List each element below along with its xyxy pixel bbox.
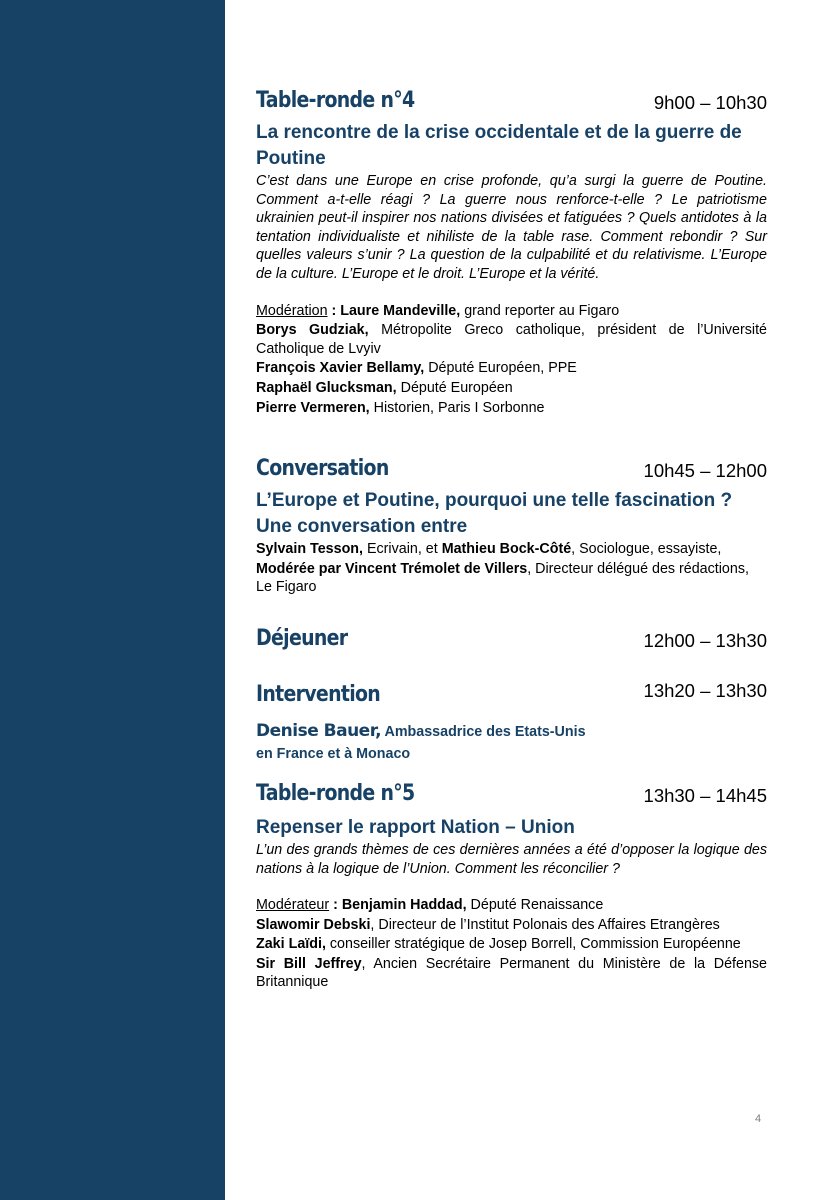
section-time: 10h45 – 12h00 bbox=[643, 460, 767, 482]
participant-role: , Ancien Secrétaire Permanent du Ministère de la Défense Britannique bbox=[256, 955, 767, 991]
participant-item bbox=[256, 955, 767, 992]
programme-content bbox=[256, 86, 767, 993]
section-table-ronde-4 bbox=[256, 86, 767, 417]
participant-item bbox=[256, 560, 767, 597]
moderation-label: Modération bbox=[256, 302, 328, 319]
section-time: 12h00 – 13h30 bbox=[643, 629, 767, 651]
participant-role: Historien, Paris I Sorbonne bbox=[369, 399, 545, 416]
participant-item bbox=[256, 399, 767, 418]
section-conversation bbox=[256, 454, 767, 597]
participant-list bbox=[256, 540, 767, 597]
participant-name: François Xavier Bellamy, bbox=[256, 360, 425, 377]
section-title: Intervention bbox=[256, 681, 381, 707]
participant-name: Zaki Laïdi, bbox=[256, 936, 326, 953]
section-title: Déjeuner bbox=[256, 625, 348, 651]
participant-item bbox=[256, 321, 767, 358]
moderator-role: grand reporter au Figaro bbox=[460, 302, 620, 319]
participant-name: Sir Bill Jeffrey bbox=[256, 955, 362, 972]
speaker-name: Denise Bauer, bbox=[256, 720, 382, 741]
participant-item bbox=[256, 379, 767, 398]
section-subtitle: L’Europe et Poutine, pourquoi une telle fascination ? Une conversation entre bbox=[256, 490, 733, 538]
section-time: 9h00 – 10h30 bbox=[653, 92, 767, 113]
participant-name: Pierre Vermeren, bbox=[256, 399, 370, 416]
section-header bbox=[256, 624, 767, 658]
section-intervention bbox=[256, 680, 767, 765]
sidebar-band bbox=[0, 0, 225, 1200]
section-header bbox=[256, 86, 767, 120]
section-title: Table-ronde n°5 bbox=[256, 780, 415, 806]
moderation-separator: : bbox=[327, 302, 341, 319]
participant-role: Député Européen, PPE bbox=[424, 360, 577, 377]
section-description: L’un des grands thèmes de ces dernières années a été d’opposer la logique des nations à la logique de l’Union. Comment les réconcilier ? bbox=[256, 841, 767, 877]
section-header bbox=[256, 680, 767, 720]
section-dejeuner bbox=[256, 624, 767, 658]
section-table-ronde-5 bbox=[256, 779, 767, 992]
moderator-name: Laure Mandeville, bbox=[340, 302, 461, 319]
participant-item bbox=[256, 540, 767, 559]
participant-role: , Directeur de l’Institut Polonais des Affaires Etrangères bbox=[370, 916, 720, 933]
participant-item bbox=[256, 935, 767, 954]
moderator-name: Benjamin Haddad, bbox=[341, 897, 467, 914]
moderation-separator: : bbox=[329, 897, 342, 914]
participant-name: Borys Gudziak, bbox=[256, 322, 369, 339]
page-number: 4 bbox=[755, 1113, 762, 1125]
speaker-role: Ambassadrice des Etats-Unis en France et à Monaco bbox=[256, 723, 586, 762]
section-subtitle: Repenser le rapport Nation – Union bbox=[256, 816, 575, 838]
participant-list bbox=[256, 896, 767, 992]
section-title: Table-ronde n°4 bbox=[256, 88, 415, 113]
speaker-line bbox=[256, 720, 596, 765]
moderation-label: Modérateur bbox=[256, 897, 330, 914]
section-header bbox=[256, 454, 767, 488]
participant-name: Mathieu Bock-Côté bbox=[441, 541, 572, 558]
moderator-line bbox=[256, 302, 767, 321]
participant-role: , Sociologue, essayiste, bbox=[571, 541, 722, 558]
participant-item bbox=[256, 916, 767, 935]
participant-name: Modérée par Vincent Trémolet de Villers bbox=[256, 560, 528, 577]
participant-name: Slawomir Debski bbox=[256, 916, 371, 933]
participant-role: , Directeur délégué des rédactions, Le Figaro bbox=[256, 560, 749, 596]
section-description: C’est dans une Europe en crise profonde, qu’a surgi la guerre de Poutine. Comment a-t-elle réagi ? La guerre nous renforce-t-elle ? Le patriotisme ukrainien peut-il inspirer nos nations divisées et fatiguées ? Quels antidotes à la tentation individualiste et nihiliste de la table rase. Comment rebondir ? Sur quelles valeurs s’unir ? La question de la culpabilité et du relativisme. L’Europe de la culture. L’Europe et le droit. L’Europe et la vérité. bbox=[256, 173, 767, 282]
section-time: 13h30 – 14h45 bbox=[643, 784, 767, 806]
participant-role: Ecrivain, et bbox=[363, 541, 442, 558]
moderator-line bbox=[256, 896, 767, 915]
section-header bbox=[256, 779, 767, 813]
participant-role: conseiller stratégique de Josep Borrell, Commission Européenne bbox=[325, 936, 741, 953]
section-title: Conversation bbox=[256, 456, 389, 482]
moderator-role: Député Renaissance bbox=[466, 897, 604, 914]
section-time: 13h20 – 13h30 bbox=[643, 679, 767, 701]
participant-role: Métropolite Greco catholique, président de l’Université Catholique de Lvyiv bbox=[256, 322, 767, 357]
participant-item bbox=[256, 359, 767, 378]
participant-role: Député Européen bbox=[396, 379, 513, 396]
participant-name: Sylvain Tesson, bbox=[256, 541, 364, 558]
participant-name: Raphaël Glucksman, bbox=[256, 379, 397, 396]
participant-list bbox=[256, 302, 767, 418]
section-subtitle: La rencontre de la crise occidentale et de la guerre de Poutine bbox=[256, 122, 742, 169]
